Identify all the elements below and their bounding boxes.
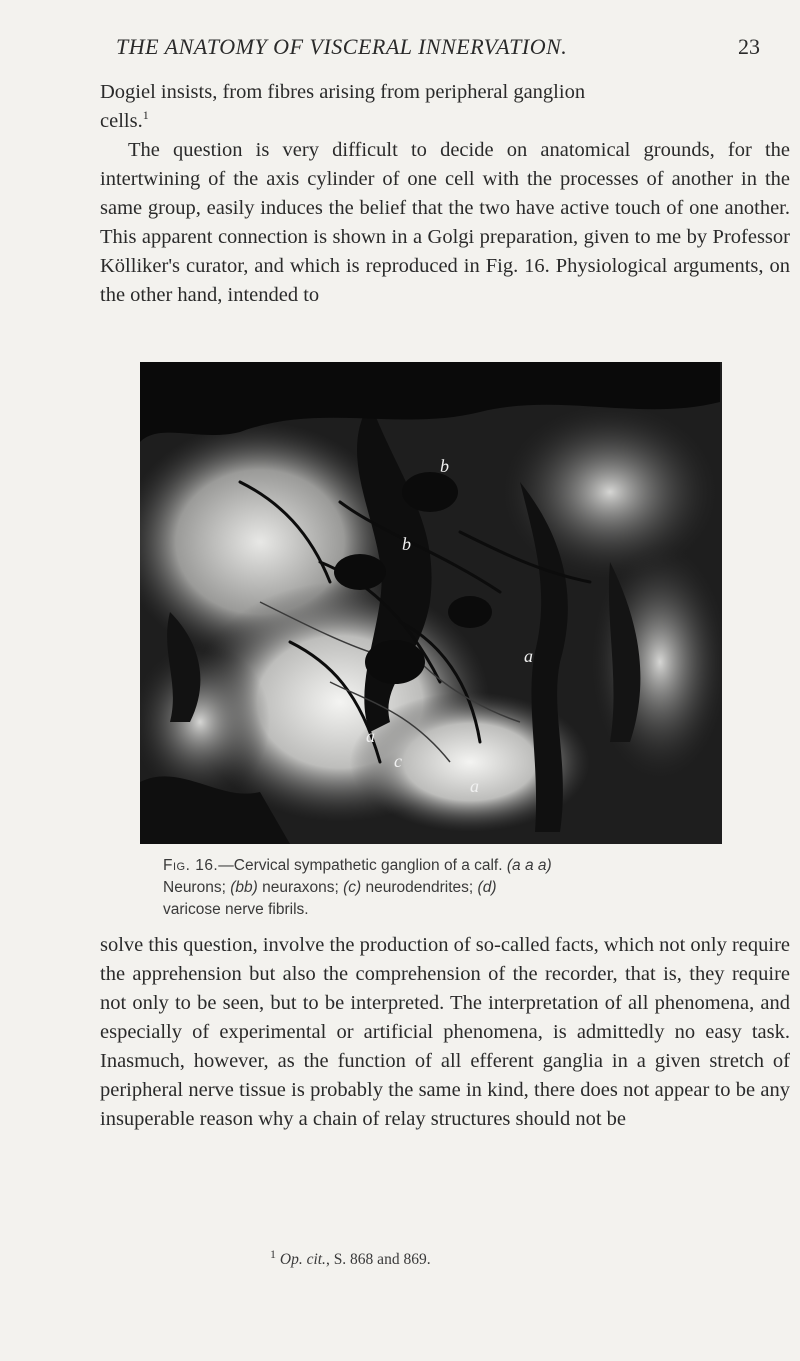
footnote-rest: , S. 868 and 869.	[325, 1251, 431, 1268]
caption-desc-b: neuraxons;	[262, 879, 339, 896]
paragraph-2: The question is very difficult to decide on anatomical grounds, for the intertwining of the axis cylinder of one cell with the processes of another in the same group, easily induces the belief that the two have active touch of one another. This apparent connection is shown in a Golgi preparation, given to me by Professor Kölliker's curator, and which is reproduced in Fig. 16. Physiological arguments, on the other hand, intended to	[100, 139, 790, 306]
footnote	[270, 1246, 431, 1269]
page-number: 23	[738, 34, 760, 59]
footnote-marker: 1	[270, 1246, 276, 1261]
caption-desc-c: neurodendrites;	[365, 879, 474, 896]
footnote-cite: Op. cit.	[279, 1251, 326, 1268]
figure-label-a2: a	[366, 726, 375, 746]
figure-caption	[163, 855, 723, 921]
figure-label-b1: b	[440, 456, 449, 476]
caption-fig-label: Fig. 16.	[163, 857, 219, 874]
figure-16-micrograph	[140, 362, 722, 844]
figure-label-c: c	[394, 751, 402, 771]
paragraph-1-line-2: cells.	[100, 110, 143, 132]
caption-desc-a: Neurons;	[163, 879, 226, 896]
bottom-text	[100, 931, 790, 1134]
figure-label-a1: a	[524, 646, 533, 666]
caption-key-c: (c)	[343, 879, 362, 896]
caption-key-b: (bb)	[230, 879, 258, 896]
ganglion-micrograph-image	[140, 362, 722, 844]
paragraph-1	[100, 78, 790, 136]
footnote-ref: 1	[142, 108, 149, 123]
caption-key-a: (a a a)	[506, 857, 552, 874]
running-head	[110, 34, 760, 64]
caption-desc-d: varicose nerve fibrils.	[163, 901, 309, 918]
paragraph-1-line-1: Dogiel insists, from fibres arising from peripheral ganglion	[100, 81, 586, 103]
caption-title: —Cervical sympathetic ganglion of a calf.	[218, 857, 503, 874]
figure-label-b2: b	[402, 534, 411, 554]
caption-key-d: (d)	[477, 879, 497, 896]
figure-label-a3: a	[470, 776, 479, 796]
top-text	[100, 78, 790, 310]
paragraph-3: solve this question, involve the production of so-called facts, which not only require the apprehension but also the comprehension of the recorder, that is, they require not only to be seen, but to be interpreted. The interpretation of all phenomena, and especially of experimental or artificial phenomena, is admittedly no easy task. Inasmuch, however, as the function of all efferent ganglia in a given stretch of peripheral nerve tissue is probably the same in kind, there does not appear to be any insuperable reason why a chain of relay structures should not be	[100, 934, 791, 1130]
running-title: THE ANATOMY OF VISCERAL INNERVATION.	[116, 34, 568, 59]
